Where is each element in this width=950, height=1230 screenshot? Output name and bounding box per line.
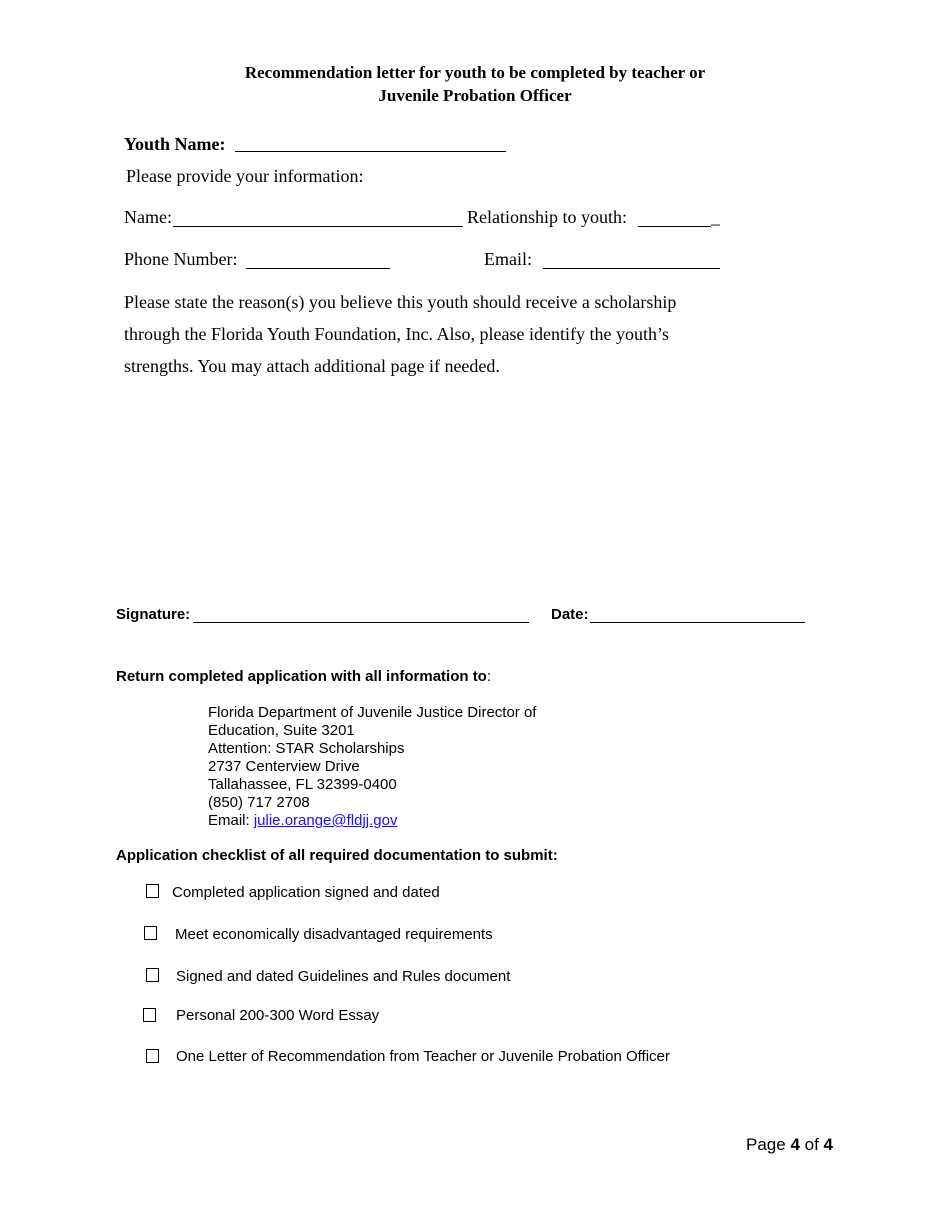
address-line: 2737 Centerview Drive — [208, 758, 360, 775]
address-line: Tallahassee, FL 32399-0400 — [208, 776, 397, 793]
youth-name-field[interactable] — [235, 151, 506, 152]
checklist-checkbox[interactable] — [143, 1008, 156, 1022]
checklist-checkbox[interactable] — [146, 1049, 159, 1063]
mailing-address — [208, 704, 536, 830]
address-line: (850) 717 2708 — [208, 794, 310, 811]
page-total: 4 — [823, 1135, 833, 1154]
checklist-item-label: One Letter of Recommendation from Teacher or Juvenile Probation Officer — [176, 1048, 670, 1065]
email-label: Email: — [484, 249, 532, 269]
return-heading-colon: : — [486, 668, 492, 685]
checklist-heading: Application checklist of all required documentation to submit: — [116, 847, 558, 864]
checklist-checkbox[interactable] — [146, 884, 159, 898]
address-line: Florida Department of Juvenile Justice Director of — [208, 704, 537, 721]
relationship-field[interactable] — [638, 226, 711, 227]
checklist-checkbox[interactable] — [146, 968, 159, 982]
page-number — [746, 1135, 833, 1155]
date-label: Date: — [551, 606, 589, 623]
provide-info-text: Please provide your information: — [126, 166, 364, 186]
name-field[interactable] — [173, 226, 463, 227]
relationship-label: Relationship to youth: — [467, 207, 627, 227]
document-title-line-2: Juvenile Probation Officer — [378, 86, 572, 105]
youth-name-label: Youth Name: — [124, 134, 226, 154]
address-line: Education, Suite 3201 — [208, 722, 355, 739]
return-heading — [116, 668, 491, 685]
reason-line-2: through the Florida Youth Foundation, Inc. Also, please identify the youth’s — [124, 324, 669, 344]
name-label: Name: — [124, 207, 172, 227]
return-heading-text: Return completed application with all information to — [116, 668, 487, 685]
reason-paragraph — [124, 286, 724, 382]
reason-line-3: strengths. You may attach additional page if needed. — [124, 356, 500, 376]
signature-label: Signature: — [116, 606, 191, 623]
email-link[interactable]: julie.orange@fldjj.gov — [253, 812, 398, 829]
checklist-checkbox[interactable] — [144, 926, 157, 940]
reason-line-1: Please state the reason(s) you believe this youth should receive a scholarship — [124, 292, 677, 312]
relationship-field-tail: _ — [711, 207, 720, 227]
email-prefix: Email: — [208, 812, 254, 829]
checklist-item-label: Completed application signed and dated — [172, 884, 440, 901]
page-current: 4 — [790, 1135, 800, 1154]
checklist-item-label: Personal 200-300 Word Essay — [176, 1007, 380, 1024]
checklist-item-label: Signed and dated Guidelines and Rules document — [176, 968, 511, 985]
address-line: Attention: STAR Scholarships — [208, 740, 405, 757]
page-of: of — [799, 1135, 824, 1154]
email-field[interactable] — [543, 268, 720, 269]
checklist-item-label: Meet economically disadvantaged requirements — [175, 926, 493, 943]
phone-field[interactable] — [246, 268, 390, 269]
phone-label: Phone Number: — [124, 249, 238, 269]
page-word: Page — [746, 1135, 791, 1154]
document-title-line-1: Recommendation letter for youth to be completed by teacher or — [244, 63, 706, 82]
signature-field[interactable] — [193, 622, 529, 623]
date-field[interactable] — [590, 622, 805, 623]
email-line — [208, 812, 536, 830]
